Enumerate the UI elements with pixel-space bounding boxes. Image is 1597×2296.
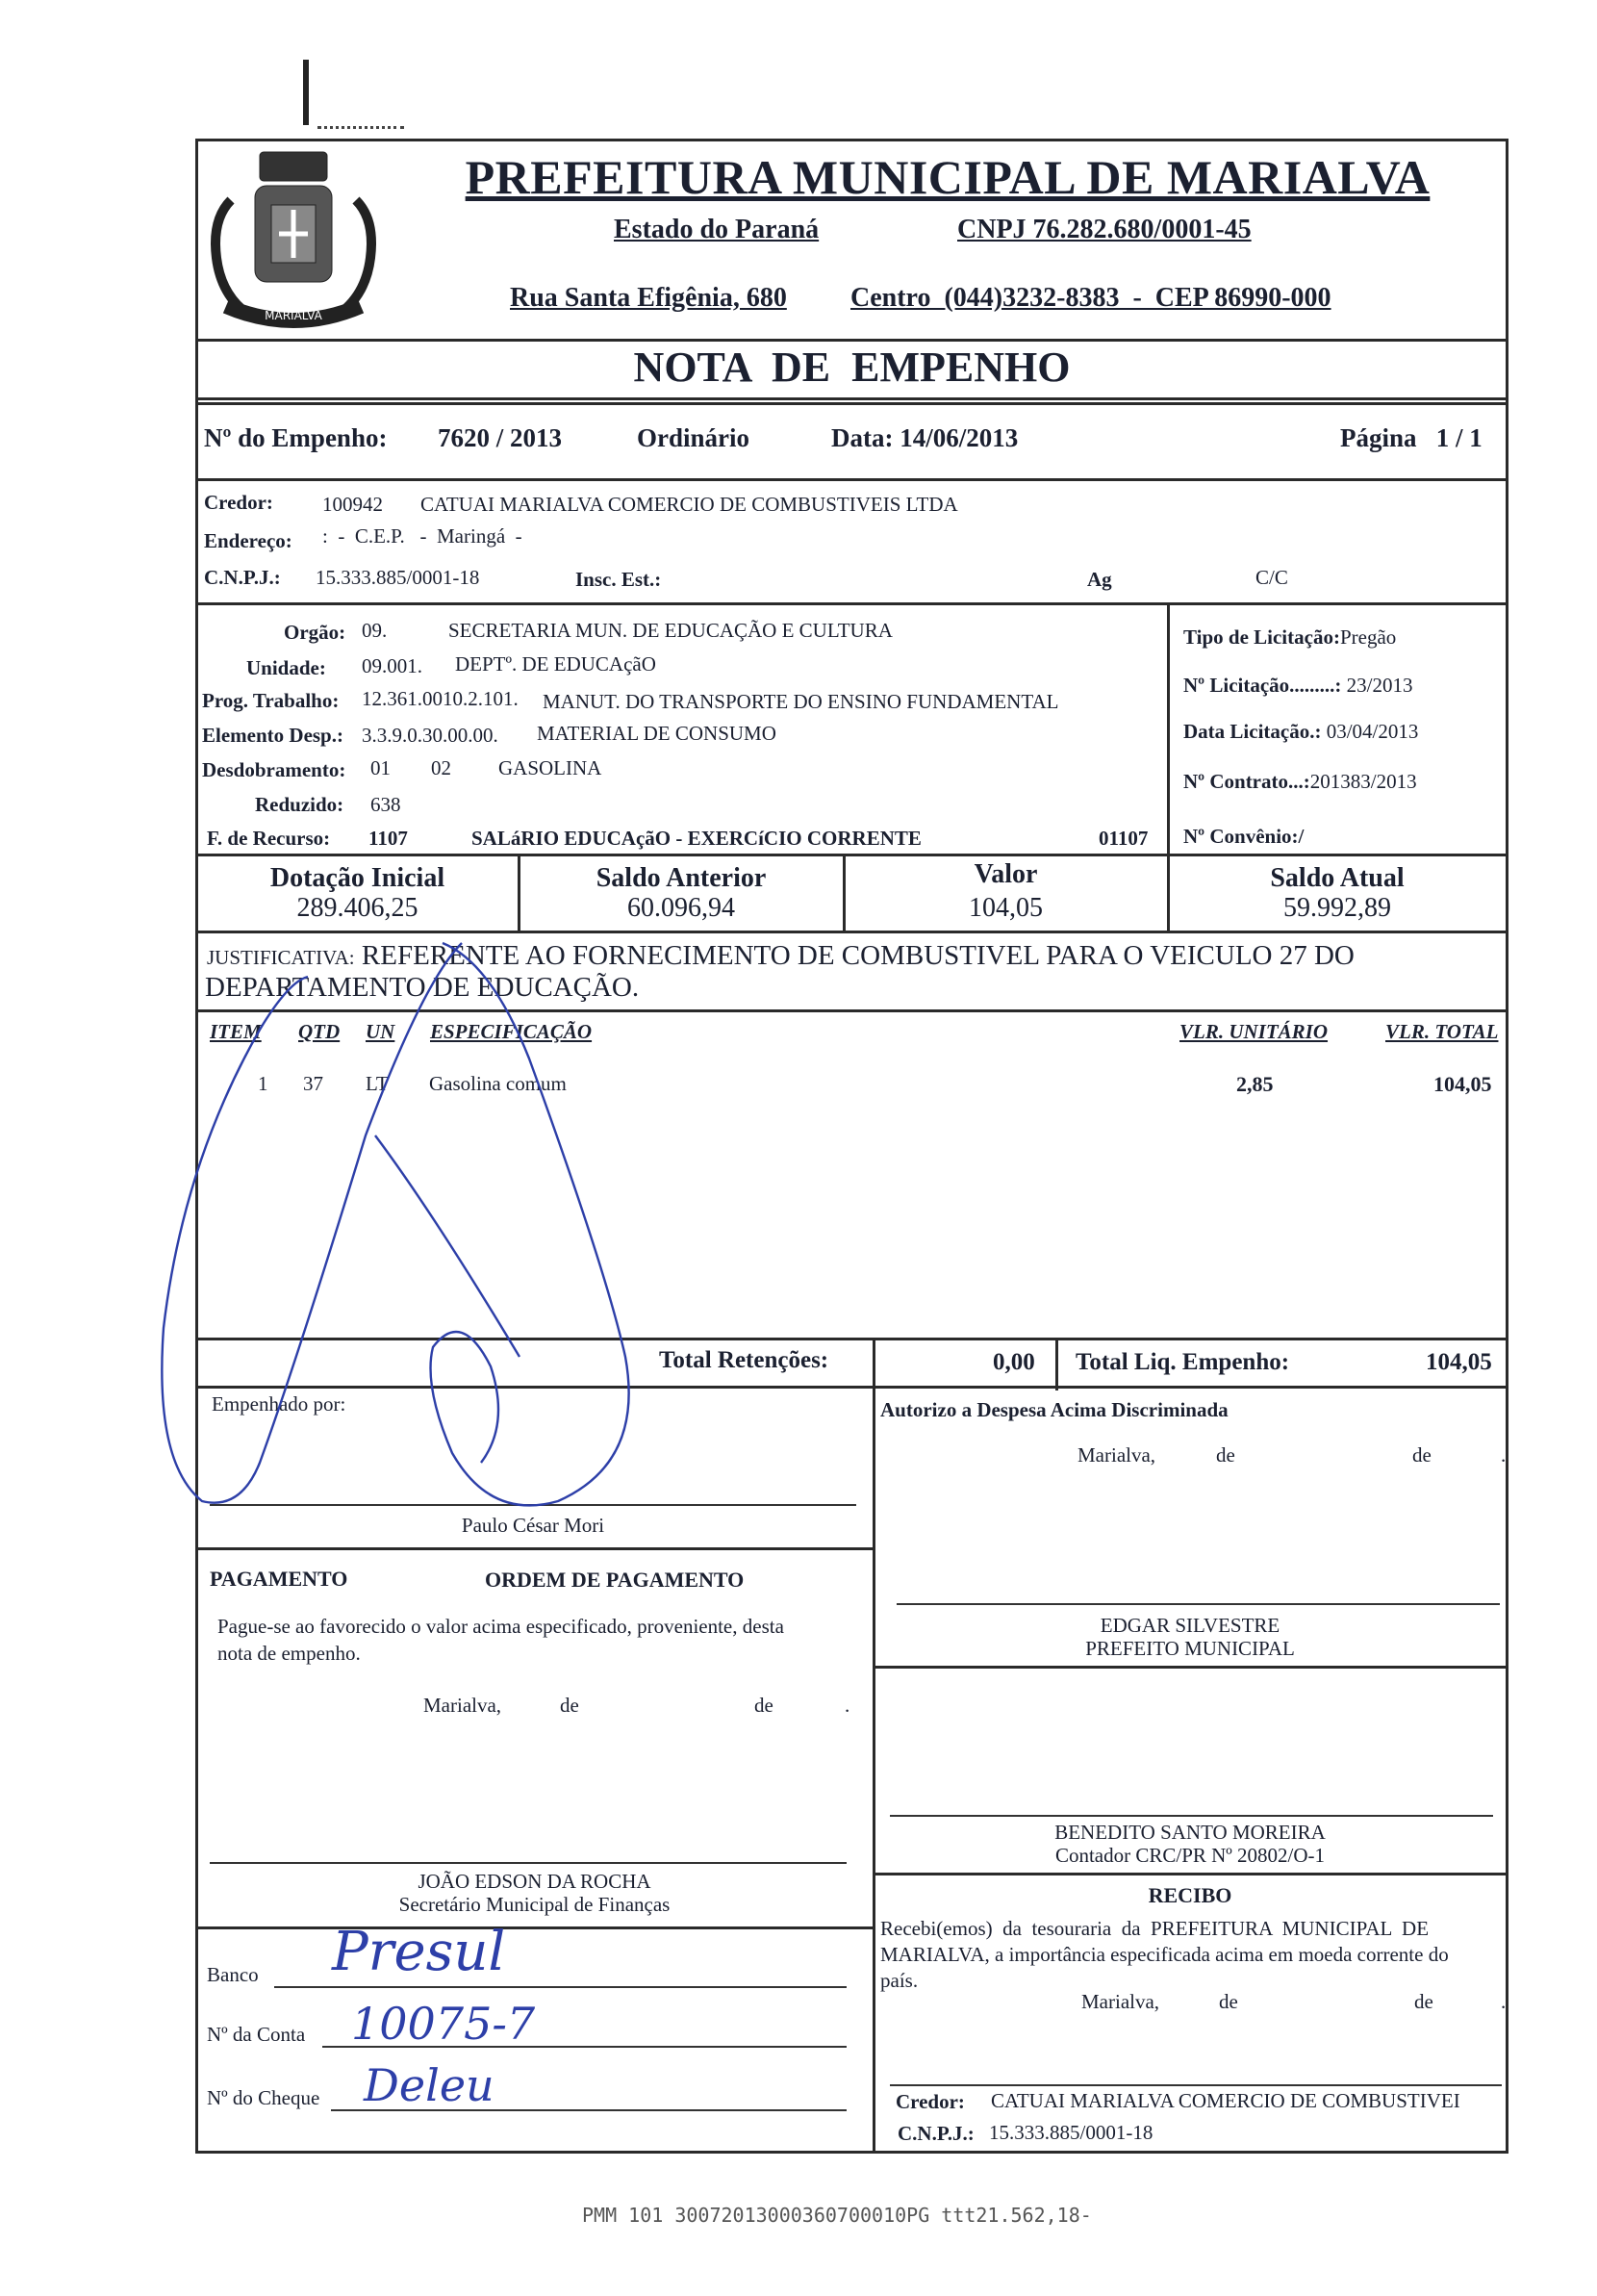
col-qtd-header: QTD	[298, 1020, 341, 1043]
item-vt: 104,05	[1433, 1072, 1492, 1096]
ink-signature	[144, 924, 683, 1540]
address-label: Endereço:	[204, 529, 292, 552]
pagamento-de2: de	[754, 1694, 773, 1717]
item-esp: Gasolina comum	[429, 1072, 567, 1095]
credor-cnpj-label: C.N.P.J.:	[204, 566, 281, 589]
recurso-number: 01107	[1099, 827, 1149, 850]
desdobramento-a: 01	[370, 756, 391, 779]
recibo-place: Marialva,	[1081, 1990, 1160, 2013]
header-cnpj: CNPJ 76.282.680/0001-45	[957, 215, 1252, 244]
pagamento-text1: Pague-se ao favorecido o valor acima especificado, proveniente, desta	[217, 1615, 784, 1638]
contrato-label	[1183, 770, 1417, 794]
address-value: : - C.E.P. - Maringá -	[322, 524, 522, 548]
secretario-role: Secretário Municipal de Finanças	[398, 1893, 671, 1916]
recibo-de2: de	[1414, 1990, 1433, 2013]
banco-line	[274, 1986, 847, 1988]
recibo-text2: MARIALVA, a importância especificada acima em moeda corrente do	[880, 1943, 1449, 1966]
valor-label: Valor	[974, 859, 1038, 889]
valor-value: 104,05	[969, 893, 1043, 923]
empenho-number-label: Nº do Empenho:	[204, 423, 388, 452]
item-qtd: 37	[303, 1072, 323, 1095]
divider	[195, 1547, 874, 1550]
saldo-anterior-label: Saldo Anterior	[596, 863, 767, 893]
divider	[195, 478, 1508, 481]
empenho-date: Data: 14/06/2013	[831, 423, 1019, 452]
item-vu: 2,85	[1236, 1072, 1274, 1096]
banco-handwritten: Presul	[332, 1921, 506, 1983]
banco-label: Banco	[207, 1963, 259, 1986]
autorizo-place: Marialva,	[1077, 1443, 1156, 1467]
conta-handwritten: 10075-7	[351, 1998, 536, 2050]
licitacao-tipo-label-text: Tipo de Licitação:	[1183, 625, 1340, 649]
item-un: LT	[366, 1072, 389, 1095]
desdobramento-b: 02	[431, 756, 451, 779]
autorizo-de1: de	[1216, 1443, 1235, 1467]
recibo-cnpj-label: C.N.P.J.:	[898, 2122, 975, 2145]
autorizo-label: Autorizo a Despesa Acima Discriminada	[880, 1398, 1229, 1421]
footer-code: PMM 101 30072013000360700010PG ttt21.562,18-	[582, 2204, 1092, 2227]
divider	[195, 402, 1508, 405]
recurso-label: F. de Recurso:	[207, 827, 331, 850]
justificativa-line1: REFERENTE AO FORNECIMENTO DE COMBUSTIVEL PARA O VEICULO 27 DO	[361, 940, 1355, 971]
signature-line	[210, 1862, 847, 1864]
col-un-header: UN	[366, 1020, 395, 1043]
desdobramento-label: Desdobramento:	[202, 758, 346, 781]
dotacao-inicial-value: 289.406,25	[296, 893, 418, 923]
saldo-atual-label: Saldo Atual	[1270, 863, 1405, 893]
municipal-seal	[202, 142, 385, 335]
elemento-code: 3.3.9.0.30.00.00.	[362, 724, 498, 747]
credor-cnpj: 15.333.885/0001-18	[316, 566, 480, 589]
pagamento-label: PAGAMENTO	[210, 1567, 348, 1591]
pagamento-text2: nota de empenho.	[217, 1642, 361, 1665]
orgao-label: Orgão:	[284, 621, 346, 644]
autorizo-de2: de	[1412, 1443, 1432, 1467]
header-state: Estado do Paraná	[614, 215, 820, 244]
saldo-atual-value: 59.992,89	[1283, 893, 1391, 923]
insc-label: Insc. Est.:	[575, 568, 662, 591]
divider-vertical	[1167, 602, 1170, 855]
saldo-anterior-value: 60.096,94	[627, 893, 735, 923]
divider	[873, 1666, 1508, 1669]
total-liquido-value: 104,05	[1426, 1349, 1492, 1375]
unidade-code: 09.001.	[362, 654, 422, 677]
prog-name: MANUT. DO TRANSPORTE DO ENSINO FUNDAMENTAL	[543, 690, 1059, 713]
justificativa-line2: DEPARTAMENTO DE EDUCAÇÃO.	[205, 972, 640, 1003]
col-vu-header: VLR. UNITÁRIO	[1179, 1020, 1329, 1043]
seal-icon	[202, 142, 385, 335]
divider	[195, 854, 1508, 856]
scan-mark-dots	[317, 120, 404, 129]
pagamento-de1: de	[560, 1694, 579, 1717]
contador-role: Contador CRC/PR Nº 20802/O-1	[1054, 1844, 1326, 1867]
header-title: PREFEITURA MUNICIPAL DE MARIALVA	[465, 150, 1431, 204]
header-street: Rua Santa Efigênia, 680	[510, 283, 787, 313]
divider	[195, 1926, 874, 1929]
divider	[195, 339, 1508, 342]
empenho-type: Ordinário	[637, 423, 750, 452]
page-number: Página 1 / 1	[1340, 423, 1483, 452]
svg-text:MARIALVA: MARIALVA	[265, 309, 322, 322]
signature-line	[890, 1815, 1493, 1817]
convenio-label: Nº Convênio:/	[1183, 825, 1305, 848]
unidade-label: Unidade:	[246, 656, 326, 679]
licitacao-num-label-text: Nº Licitação.........:	[1183, 674, 1342, 697]
licitacao-tipo-label	[1183, 625, 1396, 650]
signature-line	[897, 1603, 1500, 1605]
credor-code: 100942	[322, 493, 383, 516]
elemento-label: Elemento Desp.:	[202, 724, 343, 747]
cc-label: C/C	[1255, 566, 1288, 589]
empenho-number: 7620 / 2013	[438, 423, 563, 452]
col-esp-header: ESPECIFICAÇÃO	[430, 1020, 593, 1043]
unidade-name: DEPTº. DE EDUCAçãO	[455, 652, 656, 676]
signature-line	[890, 2084, 1502, 2086]
retencoes-label: Total Retenções:	[659, 1347, 829, 1373]
dotacao-inicial-label: Dotação Inicial	[269, 863, 445, 893]
licitacao-tipo-value: Pregão	[1339, 625, 1397, 649]
credor-name: CATUAI MARIALVA COMERCIO DE COMBUSTIVEIS LTDA	[420, 493, 958, 516]
justificativa-label: JUSTIFICATIVA:	[207, 946, 355, 969]
contador-name: BENEDITO SANTO MOREIRA	[1054, 1821, 1326, 1844]
pagamento-place: Marialva,	[423, 1694, 502, 1717]
prefeito-name: EDGAR SILVESTRE	[1100, 1614, 1280, 1637]
divider	[873, 1873, 1508, 1875]
autorizo-dot: .	[1501, 1443, 1507, 1467]
cheque-handwritten: Deleu	[364, 2059, 494, 2111]
divider-vertical	[1055, 1338, 1058, 1390]
recibo-de1: de	[1219, 1990, 1238, 2013]
prefeito-role: PREFEITO MUNICIPAL	[1085, 1637, 1295, 1660]
header-address: Centro (044)3232-8383 - CEP 86990-000	[850, 283, 1331, 313]
recibo-credor: CATUAI MARIALVA COMERCIO DE COMBUSTIVEI	[991, 2089, 1460, 2112]
orgao-code: 09.	[362, 619, 388, 642]
scan-mark	[303, 60, 309, 125]
divider	[195, 397, 1508, 400]
doc-title: NOTA DE EMPENHO	[633, 344, 1071, 391]
recibo-title: RECIBO	[1148, 1883, 1232, 1907]
ag-label: Ag	[1087, 568, 1112, 591]
col-vt-header: VLR. TOTAL	[1385, 1020, 1499, 1043]
empenhado-name: Paulo César Mori	[461, 1514, 605, 1537]
reduzido-label: Reduzido:	[255, 793, 344, 816]
prog-label: Prog. Trabalho:	[202, 689, 340, 712]
recibo-text3: país.	[880, 1969, 919, 1992]
contrato-label-text: Nº Contrato...:	[1183, 770, 1310, 793]
reduzido-value: 638	[370, 793, 401, 816]
recurso-name: SALáRIO EDUCAçãO - EXERCíCIO CORRENTE	[471, 827, 922, 850]
cheque-label: Nº do Cheque	[207, 2086, 320, 2109]
recurso-code: 1107	[368, 827, 408, 850]
total-liquido-label: Total Liq. Empenho:	[1076, 1349, 1290, 1375]
elemento-name: MATERIAL DE CONSUMO	[537, 722, 776, 745]
secretario-name: JOÃO EDSON DA ROCHA	[418, 1870, 651, 1893]
col-item-header: ITEM	[210, 1020, 262, 1043]
orgao-name: SECRETARIA MUN. DE EDUCAÇÃO E CULTURA	[448, 619, 893, 642]
contrato-value: 201383/2013	[1309, 770, 1417, 793]
pagamento-dot: .	[845, 1694, 850, 1717]
licitacao-data-label-text: Data Licitação.:	[1183, 720, 1322, 743]
licitacao-num-label	[1183, 674, 1413, 698]
recibo-cnpj: 15.333.885/0001-18	[989, 2121, 1153, 2144]
ordem-pagamento-label: ORDEM DE PAGAMENTO	[485, 1568, 745, 1592]
divider	[195, 602, 1508, 605]
divider-vertical	[873, 1338, 875, 1390]
retencoes-value: 0,00	[993, 1349, 1035, 1375]
desdobramento-name: GASOLINA	[498, 756, 602, 779]
licitacao-num-value: 23/2013	[1341, 674, 1413, 697]
licitacao-data-value: 03/04/2013	[1321, 720, 1419, 743]
item-number: 1	[258, 1072, 268, 1095]
recibo-text1: Recebi(emos) da tesouraria da PREFEITURA MUNICIPAL DE	[880, 1917, 1430, 1940]
recibo-credor-label: Credor:	[896, 2090, 965, 2113]
licitacao-data-label	[1183, 720, 1418, 744]
divider-vertical	[873, 1386, 875, 2154]
credor-label: Credor:	[204, 491, 273, 514]
prog-code: 12.361.0010.2.101.	[362, 687, 519, 710]
recibo-dot: .	[1501, 1990, 1507, 2013]
conta-label: Nº da Conta	[207, 2023, 306, 2046]
empenhado-label: Empenhado por:	[212, 1392, 346, 1416]
